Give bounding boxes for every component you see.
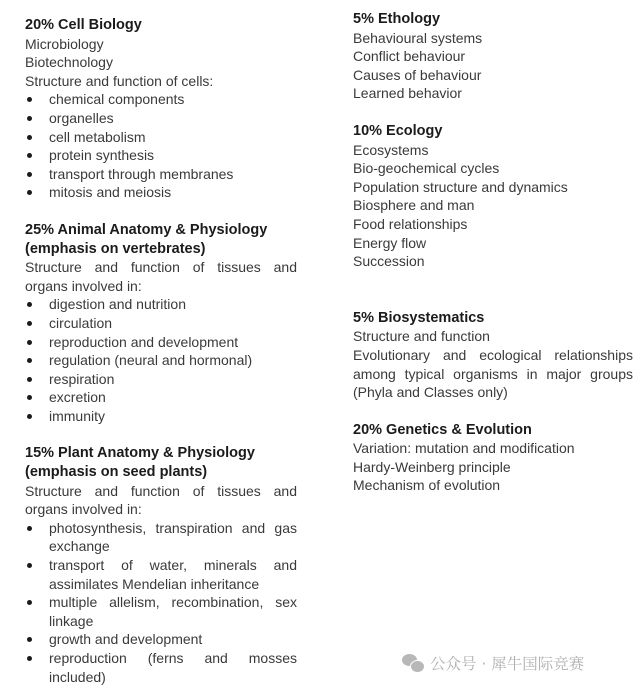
topic-line: Population structure and dynamics (353, 178, 568, 195)
bullet-icon (27, 116, 32, 121)
bullet-text: protein synthesis (49, 147, 155, 164)
topic-line: Conflict behaviour (353, 48, 466, 65)
bullet-text: excretion (49, 389, 106, 406)
left-column (25, 16, 297, 686)
section-heading: 15% Plant Anatomy & Physiology (emphasis on seed plants) (25, 445, 255, 481)
section-heading: 10% Ecology (353, 122, 443, 139)
right-column (353, 10, 633, 495)
bullet-item (25, 351, 297, 370)
bullet-text: multiple allelism, recombination, sex linkage (49, 594, 297, 629)
bullet-item (25, 593, 297, 630)
section-cell-biology (25, 16, 297, 202)
bullet-item (25, 295, 297, 314)
section-ecology (353, 122, 633, 271)
topic-line: Structure and function (353, 328, 490, 345)
bullet-item (25, 333, 297, 352)
section-heading: 5% Ethology (353, 11, 441, 27)
section-ethology (353, 10, 633, 103)
bullet-text: reproduction and development (49, 333, 239, 350)
bullet-icon (27, 135, 32, 140)
section-heading: 20% Cell Biology (25, 17, 142, 33)
bullet-icon (27, 600, 32, 605)
bullet-item (25, 630, 297, 649)
bullet-list (25, 519, 297, 686)
bullet-icon (27, 153, 32, 158)
bullet-icon (27, 656, 32, 661)
bullet-icon (27, 340, 32, 345)
bullet-icon (27, 302, 32, 307)
bullet-icon (27, 190, 32, 195)
section-animal-anatomy (25, 221, 297, 426)
topic-line: Microbiology (25, 35, 104, 52)
bullet-icon (27, 97, 32, 102)
topic-line: Behavioural systems (353, 29, 483, 46)
topic-line: Variation: mutation and modification (353, 440, 575, 457)
section-genetics-evolution (353, 421, 633, 495)
topic-line: Biosphere and man (353, 197, 475, 214)
bullet-text: digestion and nutrition (49, 296, 186, 313)
topic-line: Causes of behaviour (353, 66, 482, 83)
section-intro: Structure and function of tissues and organs involved in: (25, 482, 297, 518)
bullet-icon (27, 414, 32, 419)
section-heading: 25% Animal Anatomy & Physiology (emphasis on vertebrates) (25, 221, 268, 257)
bullet-item (25, 519, 297, 556)
topic-line: Energy flow (353, 234, 427, 251)
topic-paragraph: Evolutionary and ecological relationships among typical organisms in major groups (Phyla and Classes only) (353, 346, 633, 401)
section-heading: 20% Genetics & Evolution (353, 421, 532, 438)
bullet-item (25, 90, 297, 109)
bullet-list (25, 90, 297, 202)
bullet-item (25, 183, 297, 202)
bullet-item (25, 109, 297, 128)
bullet-text: growth and development (49, 631, 203, 648)
bullet-icon (27, 377, 32, 382)
topic-line: Biotechnology (25, 54, 113, 71)
bullet-text: reproduction (ferns and mosses included) (49, 650, 297, 685)
bullet-text: cell metabolism (49, 128, 146, 145)
bullet-icon (27, 172, 32, 177)
wechat-icon (402, 654, 424, 672)
topic-line: Ecosystems (353, 141, 429, 158)
bullet-text: transport of water, minerals and assimilates Mendelian inheritance (49, 557, 297, 592)
section-biosystematics (353, 309, 633, 402)
bullet-icon (27, 637, 32, 642)
watermark-text: 公众号 · 犀牛国际竞赛 (430, 655, 585, 673)
bullet-text: respiration (49, 370, 115, 387)
bullet-item (25, 314, 297, 333)
bullet-list (25, 295, 297, 425)
bullet-item (25, 556, 297, 593)
bullet-icon (27, 526, 32, 531)
section-heading: 5% Biosystematics (353, 309, 485, 326)
bullet-item (25, 649, 297, 686)
bullet-item (25, 407, 297, 426)
topic-line: Mechanism of evolution (353, 477, 501, 494)
bullet-icon (27, 321, 32, 326)
bullet-icon (27, 395, 32, 400)
bullet-item (25, 165, 297, 184)
bullet-text: photosynthesis, transpiration and gas exchange (49, 519, 297, 555)
topic-line: Learned behavior (353, 85, 462, 102)
topic-line: Bio-geochemical cycles (353, 160, 500, 177)
topic-line: Hardy-Weinberg principle (353, 458, 511, 475)
bullet-item (25, 128, 297, 147)
bullet-text: regulation (neural and hormonal) (49, 352, 253, 369)
bullet-item (25, 388, 297, 407)
topic-line: Succession (353, 253, 425, 270)
bullet-text: mitosis and meiosis (49, 184, 172, 201)
bullet-text: organelles (49, 109, 114, 126)
bullet-icon (27, 358, 32, 363)
section-plant-anatomy (25, 444, 297, 686)
topic-line: Food relationships (353, 215, 468, 232)
bullet-icon (27, 563, 32, 568)
section-intro: Structure and function of tissues and organs involved in: (25, 259, 297, 294)
bullet-text: immunity (49, 407, 106, 424)
watermark (402, 652, 584, 674)
bullet-item (25, 146, 297, 165)
topic-line: Structure and function of cells: (25, 72, 214, 89)
bullet-text: chemical components (49, 91, 185, 108)
bullet-item (25, 370, 297, 389)
bullet-text: transport through membranes (49, 165, 234, 182)
bullet-text: circulation (49, 314, 113, 331)
